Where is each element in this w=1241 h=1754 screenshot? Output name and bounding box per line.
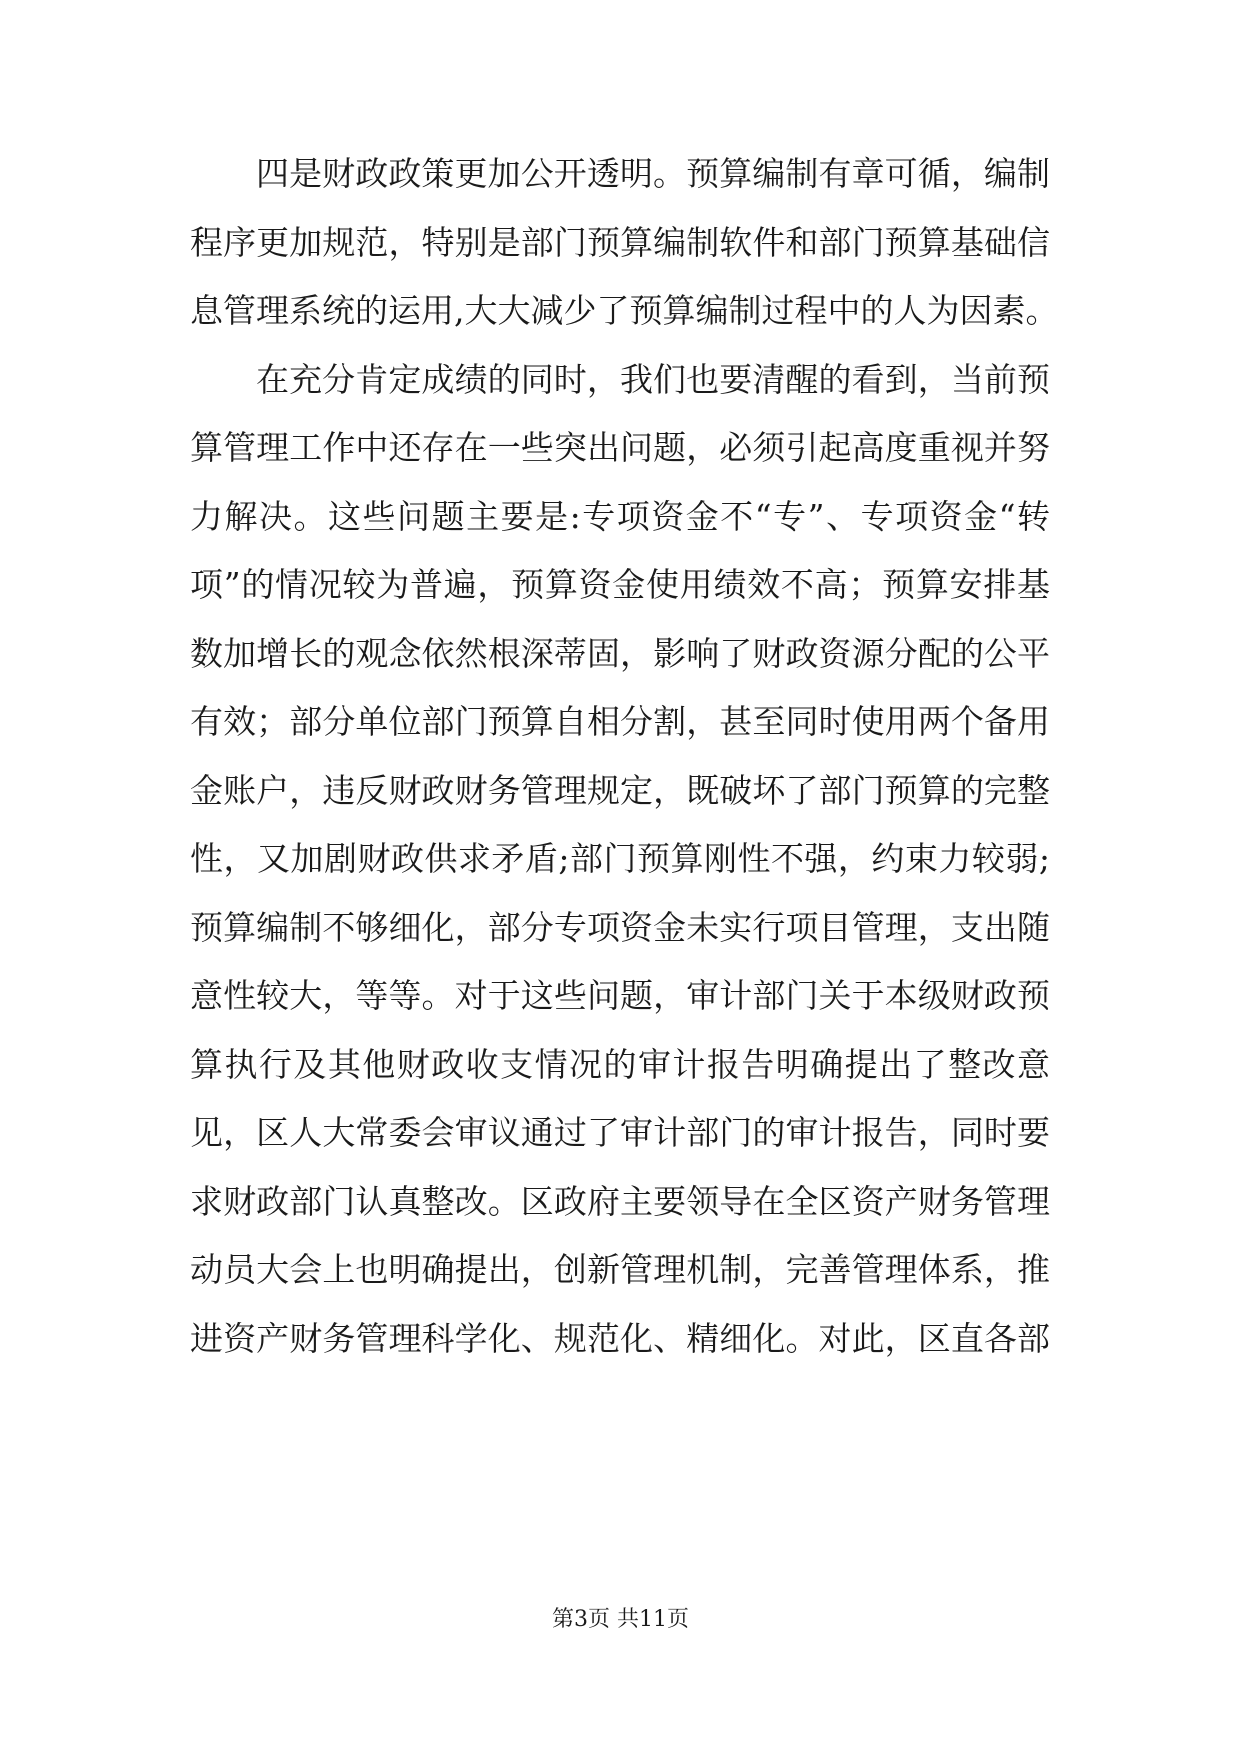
paragraph-2-line-9: 预算编制不够细化，部分专项资金未实行项目管理，支出随 [190, 908, 1050, 947]
paragraph-2-line-12: 见，区人大常委会审议通过了审计部门的审计报告，同时要 [190, 1113, 1050, 1152]
paragraph-2-line-2: 算管理工作中还存在一些突出问题，必须引起高度重视并努 [190, 428, 1050, 467]
paragraph-2-line-5: 数加增长的观念依然根深蒂固，影响了财政资源分配的公平 [190, 634, 1050, 673]
paragraph-1-line-2: 程序更加规范，特别是部门预算编制软件和部门预算基础信 [190, 223, 1050, 262]
paragraph-2-line-10: 意性较大，等等。对于这些问题，审计部门关于本级财政预 [190, 976, 1050, 1015]
paragraph-2-line-7: 金账户，违反财政财务管理规定，既破坏了部门预算的完整 [190, 771, 1050, 810]
paragraph-2-line-14: 动员大会上也明确提出，创新管理机制，完善管理体系，推 [190, 1250, 1050, 1289]
paragraph-2-line-1: 在充分肯定成绩的同时，我们也要清醒的看到，当前预 [256, 360, 1050, 399]
paragraph-2-line-4: 项”的情况较为普遍，预算资金使用绩效不高；预算安排基 [190, 565, 1050, 604]
paragraph-2-line-17 [190, 1456, 1050, 1496]
paragraph-2-line-16 [190, 1387, 1050, 1427]
paragraph-2-line-6: 有效；部分单位部门预算自相分割，甚至同时使用两个备用 [190, 702, 1050, 741]
paragraph-2-line-15: 进资产财务管理科学化、规范化、精细化。对此，区直各部 [190, 1319, 1050, 1358]
page-number-footer: 第3页 共11页 [552, 1607, 689, 1632]
paragraph-2-line-11: 算执行及其他财政收支情况的审计报告明确提出了整改意 [190, 1045, 1050, 1084]
paragraph-2-line-8: 性，又加剧财政供求矛盾;部门预算刚性不强，约束力较弱; [190, 839, 1050, 878]
paragraph-1-line-1: 四是财政政策更加公开透明。预算编制有章可循，编制 [256, 154, 1050, 193]
paragraph-1-line-3: 息管理系统的运用,大大减少了预算编制过程中的人为因素。 [190, 291, 1059, 330]
paragraph-2-line-13: 求财政部门认真整改。区政府主要领导在全区资产财务管理 [190, 1182, 1050, 1221]
paragraph-2-line-3: 力解决。这些问题主要是:专项资金不“专”、专项资金“转 [190, 497, 1050, 536]
